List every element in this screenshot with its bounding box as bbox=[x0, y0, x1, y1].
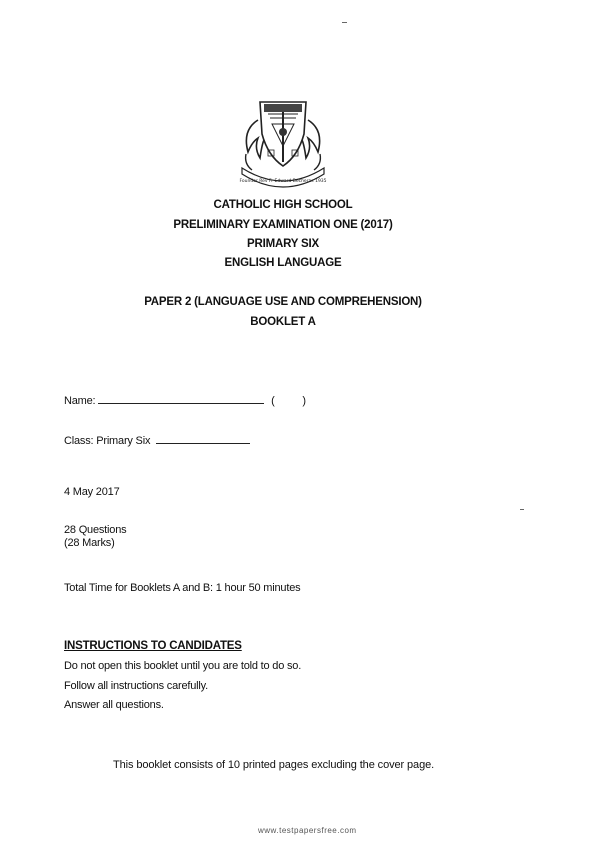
name-field bbox=[98, 402, 264, 404]
name-label: Name: bbox=[64, 395, 96, 407]
class-field bbox=[156, 442, 250, 444]
page-count-note: This booklet consists of 10 printed pages excluding the cover page. bbox=[113, 759, 435, 771]
level-title: PRIMARY SIX bbox=[247, 238, 319, 250]
crest-motto: Founder Rev Fr Edward Becheras 1935 bbox=[239, 179, 327, 184]
booklet-title: BOOKLET A bbox=[250, 316, 316, 328]
exam-title: PRELIMINARY EXAMINATION ONE (2017) bbox=[173, 219, 393, 231]
instruction-item: Do not open this booklet until you are told to do so. bbox=[64, 660, 302, 672]
class-row bbox=[64, 435, 250, 447]
total-time: Total Time for Booklets A and B: 1 hour 50 minutes bbox=[64, 582, 301, 594]
marks-count: (28 Marks) bbox=[64, 537, 115, 549]
scan-speck bbox=[342, 22, 347, 23]
paper-title: PAPER 2 (LANGUAGE USE AND COMPREHENSION) bbox=[144, 296, 422, 308]
school-crest-icon bbox=[228, 94, 338, 194]
scan-speck bbox=[520, 509, 524, 510]
footer-url: www.testpapersfree.com bbox=[258, 826, 357, 835]
instruction-item: Follow all instructions carefully. bbox=[64, 680, 208, 692]
name-row bbox=[64, 395, 306, 407]
class-label: Class: Primary Six bbox=[64, 435, 151, 447]
name-paren-close: ) bbox=[302, 395, 306, 407]
question-count: 28 Questions bbox=[64, 524, 127, 536]
school-crest bbox=[228, 94, 338, 194]
subject-title: ENGLISH LANGUAGE bbox=[224, 257, 342, 269]
name-paren-open: ( bbox=[271, 395, 275, 407]
instructions-heading: INSTRUCTIONS TO CANDIDATES bbox=[64, 640, 242, 652]
school-name: CATHOLIC HIGH SCHOOL bbox=[213, 199, 353, 211]
instruction-item: Answer all questions. bbox=[64, 699, 164, 711]
exam-date: 4 May 2017 bbox=[64, 486, 120, 498]
